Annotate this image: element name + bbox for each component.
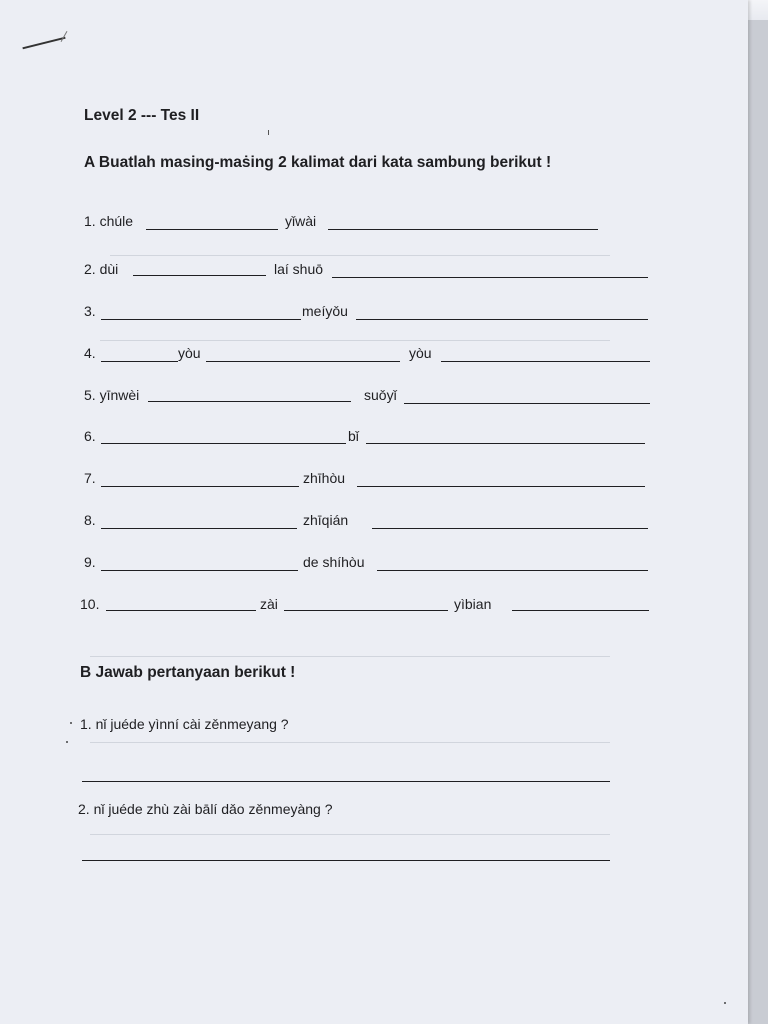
- item-4-word-1: yòu: [178, 345, 201, 361]
- item-3-label: 3.: [84, 303, 96, 319]
- item-9-blank-2[interactable]: [377, 570, 648, 571]
- item-7-blank-1[interactable]: [101, 486, 299, 487]
- section-b-heading: B Jawab pertanyaan berikut !: [80, 664, 296, 681]
- item-10-blank-1[interactable]: [106, 610, 256, 611]
- item-4-word-2: yòu: [409, 345, 432, 361]
- bleed-through-line: [90, 742, 610, 743]
- item-2-blank-1[interactable]: [133, 275, 266, 276]
- item-5-label: 5. yīnwèi: [84, 387, 140, 403]
- item-3-word: meíyǒu: [302, 303, 348, 319]
- item-10-word-1: zài: [260, 596, 278, 612]
- item-8-blank-2[interactable]: [372, 528, 648, 529]
- item-9-word: de shíhòu: [303, 554, 365, 570]
- item-6-label: 6.: [84, 428, 96, 444]
- question-1: 1. nǐ juéde yìnní cài zěnmeyang ?: [80, 716, 289, 732]
- item-3-blank-1[interactable]: [101, 319, 301, 320]
- bleed-through-line: [110, 255, 610, 256]
- item-4-label: 4.: [84, 345, 96, 361]
- bleed-through-line: [90, 834, 610, 835]
- bleed-through-line: [90, 656, 610, 657]
- item-5-word: suǒyǐ: [364, 387, 397, 403]
- item-6-word: bǐ: [348, 428, 359, 444]
- item-2-word: laí shuō: [274, 261, 324, 277]
- item-10-blank-2[interactable]: [284, 610, 448, 611]
- item-1-label: 1. chúle: [84, 213, 134, 229]
- item-5-blank-2[interactable]: [404, 403, 650, 404]
- item-9-blank-1[interactable]: [101, 570, 298, 571]
- item-6-blank-1[interactable]: [101, 443, 346, 444]
- item-2-label: 2. dùi: [84, 261, 119, 277]
- item-1-blank-1[interactable]: [146, 229, 278, 230]
- item-7-word: zhīhòu: [303, 470, 346, 486]
- page-title: Level 2 --- Tes II: [84, 107, 200, 124]
- question-1-answer-line[interactable]: [82, 781, 610, 782]
- item-8-blank-1[interactable]: [101, 528, 297, 529]
- item-4-blank-3[interactable]: [441, 361, 650, 362]
- item-1-word: yǐwài: [285, 213, 317, 229]
- item-7-label: 7.: [84, 470, 96, 486]
- question-2: 2. nǐ juéde zhù zài bālí dǎo zěnmeyàng ?: [78, 801, 333, 817]
- item-4-blank-2[interactable]: [206, 361, 400, 362]
- item-9-label: 9.: [84, 554, 96, 570]
- item-10-word-2: yìbian: [454, 596, 492, 612]
- stray-dot: [66, 741, 68, 743]
- item-10-blank-3[interactable]: [512, 610, 649, 611]
- pen-mark: [22, 37, 65, 50]
- item-5-blank-1[interactable]: [148, 401, 351, 402]
- item-2-blank-2[interactable]: [332, 277, 648, 278]
- item-3-blank-2[interactable]: [356, 319, 648, 320]
- item-8-word: zhīqián: [303, 512, 349, 528]
- question-2-answer-line[interactable]: [82, 860, 610, 861]
- item-7-blank-2[interactable]: [357, 486, 645, 487]
- stray-dot: [70, 722, 72, 724]
- bleed-through-line: [100, 340, 610, 341]
- item-4-blank-1[interactable]: [101, 361, 178, 362]
- item-10-label: 10.: [80, 596, 100, 612]
- item-8-label: 8.: [84, 512, 96, 528]
- stray-dot: [724, 1002, 726, 1004]
- item-6-blank-2[interactable]: [366, 443, 645, 444]
- pen-tick: [268, 130, 269, 135]
- section-a-heading: A Buatlah masing-maṡing 2 kalimat dari kata sambung berikut !: [84, 154, 552, 171]
- item-1-blank-2[interactable]: [328, 229, 598, 230]
